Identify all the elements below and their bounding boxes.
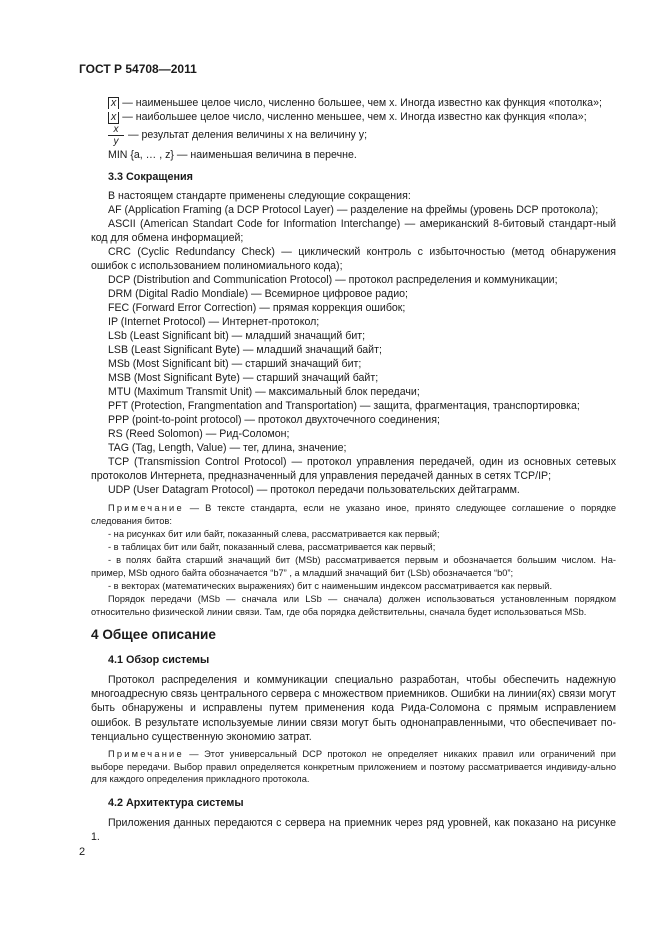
ceil-text: — наименьшее целое число, численно большее, чем x. Иногда известно как функция «потолка»;	[119, 97, 602, 109]
bit-order-note	[91, 502, 616, 527]
note-text: — В тексте стандарта, если не указано иное, принято следующее соглашение о порядке следования битов:	[91, 503, 616, 526]
abbrev-item: TAG (Tag, Length, Value) — тег, длина, значение;	[108, 442, 347, 454]
standard-header: ГОСТ Р 54708—2011	[79, 62, 197, 76]
note-list-item: - в векторах (математических выражениях) бит с наименьшим индексом рассматривается как первый.	[108, 581, 553, 591]
fraction-definition: — результат деления величины x на величину y;	[128, 129, 368, 141]
note-tail: Порядок передачи (MSb — сначала или LSb — сначала) должен использоваться установленным порядком относительно физической линии связи. Там, где оба порядка действительны, сначала будет использоваться MSb.	[91, 594, 616, 617]
section-4-1-text: Протокол распределения и коммуникации специально разработан, чтобы обеспечить надежную многоадресную связь центрального сервера с множеством приемников. Ошибки на линии(ях) связи могут быть обнаружены и исправлены путем применения кода Рида-Соломона с прямым исправлением ошибок. В результате используемые линии связи могут быть однонаправленными, что обеспечивает по-тенциально существенную экономию затрат.	[91, 674, 616, 743]
abbrev-item: UDP (User Datagram Protocol) — протокол передачи пользовательских дейтаграмм.	[108, 484, 520, 496]
note-label: Примечание	[108, 503, 184, 513]
section-4-2-text: Приложения данных передаются с сервера на приемник через ряд уровней, как показано на рисунке 1.	[91, 817, 616, 844]
note-text: — Этот универсальный DCP протокол не определяет никаких правил или ограничений при выборе передачи. Выбор правил определяется конкретным приложением и поэтому рассматривается индивиду-ально для каждого определения прикладного протокола.	[91, 749, 616, 785]
abbrev-item: TCP (Transmission Control Protocol) — протокол управления передачей, один из основных сетевых протоколов Интернета, предназначенный для управления передачей данных в сетях TCP/IP;	[91, 456, 616, 483]
abbrev-item: IP (Internet Protocol) — Интернет-протокол;	[108, 316, 320, 328]
min-definition: MIN {a, … , z} — наименьшая величина в перечне.	[108, 149, 357, 161]
abbrev-item: MSB (Most Significant Byte) — старший значащий байт;	[108, 372, 379, 384]
section-3-3-heading: 3.3 Сокращения	[108, 171, 193, 183]
section-4-heading: 4 Общее описание	[91, 627, 216, 642]
abbrev-item: PPP (point-to-point protocol) — протокол двухточечного соединения;	[108, 414, 440, 426]
note-list-item: - в таблицах бит или байт, показанный слева, рассматривается как первый;	[108, 542, 436, 552]
abbrev-item: PFT (Protection, Frangmentation and Transportation) — защита, фрагментация, транспортировка;	[108, 400, 580, 412]
fraction-symbol	[108, 124, 124, 147]
fraction-denominator: y	[113, 136, 119, 147]
dcp-note	[91, 748, 616, 786]
fraction-numerator: x	[108, 124, 124, 136]
note-label: Примечание	[108, 749, 184, 759]
floor-definition	[108, 110, 616, 124]
abbrev-item: DRM (Digital Radio Mondiale) — Всемирное цифровое радио;	[108, 288, 408, 300]
section-4-2-heading: 4.2 Архитектура системы	[108, 797, 244, 809]
abbrev-item: MTU (Maximum Transmit Unit) — максимальный блок передачи;	[108, 386, 420, 398]
note-list-item: - на рисунках бит или байт, показанный слева, рассматривается как первый;	[108, 529, 440, 539]
abbrev-item: LSb (Least Significant bit) — младший значащий бит;	[108, 330, 366, 342]
abbrev-item: CRC (Cyclic Redundancy Check) — циклический контроль с избыточностью (метод обнаружения ошибок с использованием полиномиального кода);	[91, 246, 616, 273]
floor-symbol: x	[108, 112, 119, 124]
section-4-1-heading: 4.1 Обзор системы	[108, 654, 210, 666]
abbrev-item: FEC (Forward Error Correction) — прямая коррекция ошибок;	[108, 302, 406, 314]
page-number: 2	[79, 846, 86, 858]
ceil-symbol: x	[108, 97, 119, 109]
abbrev-item: ASCII (American Standart Code for Information Interchange) — американский 8-битовый стандарт-ный код для обмена информацией;	[91, 218, 616, 245]
note-list-item: - в полях байта старший значащий бит (MSb) рассматривается первым и обозначается большим числом. На-пример, MSb одного байта обозначается “b7” , а младший значащий бит (LSb) обозначается “b0”;	[91, 555, 616, 578]
abbrev-item: DCP (Distribution and Communication Protocol) — протокол распределения и коммуникации;	[108, 274, 558, 286]
abbrev-item: RS (Reed Solomon) — Рид-Соломон;	[108, 428, 290, 440]
abbrev-item: LSB (Least Significant Byte) — младший значащий байт;	[108, 344, 382, 356]
abbrev-item: AF (Application Framing (a DCP Protocol Layer) — разделение на фреймы (уровень DCP протокола);	[108, 204, 599, 216]
abbrev-item: MSb (Most Significant bit) — старший значащий бит;	[108, 358, 362, 370]
floor-text: — наибольшее целое число, численно меньшее, чем x. Иногда известно как функция «пола»;	[119, 111, 587, 123]
abbrev-intro: В настоящем стандарте применены следующие сокращения:	[108, 190, 411, 202]
ceil-definition	[108, 96, 616, 110]
